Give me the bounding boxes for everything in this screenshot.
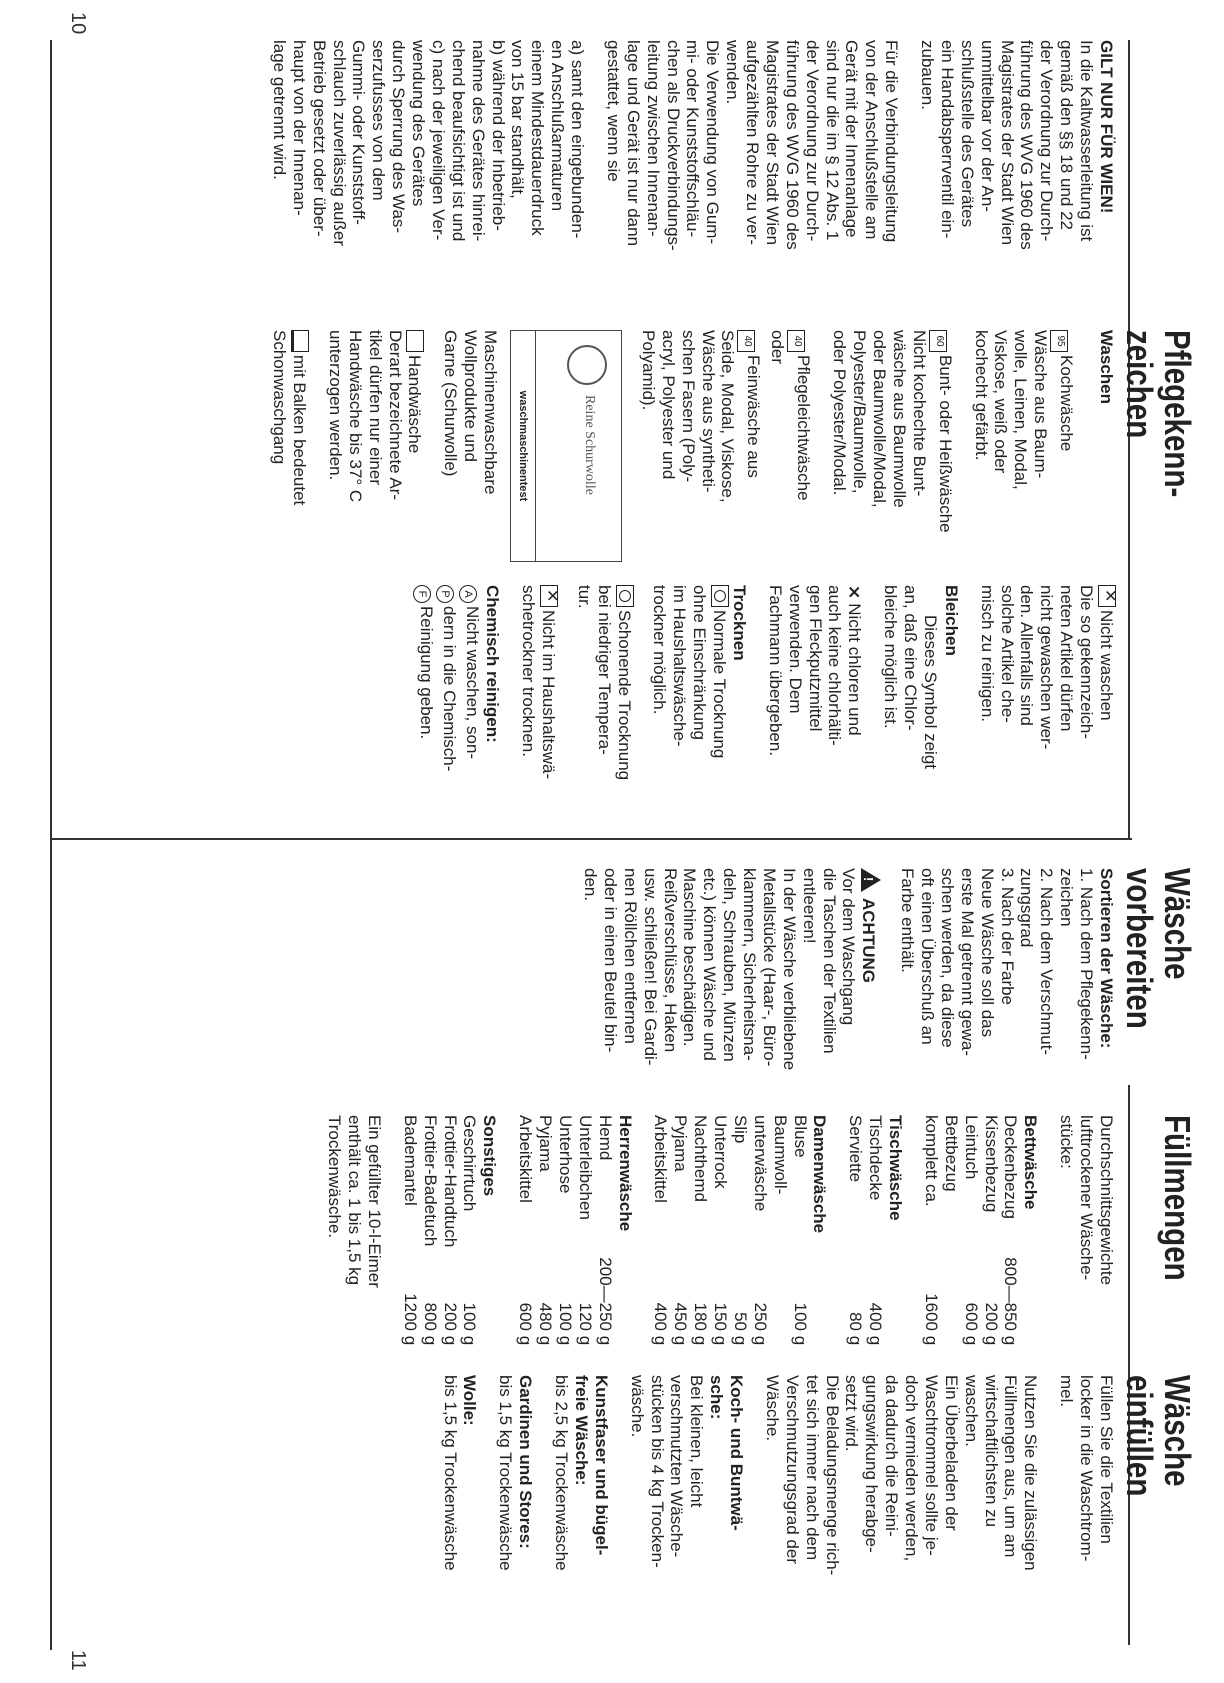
fuellmengen-item: Baumwoll- unterwäsche <box>750 1115 790 1212</box>
bleach-triangle-icon <box>923 585 941 609</box>
koch-text: Bei kleinen, leicht verschmutzten Wäsche- stücken bis 4 kg Trocken- wäsche. <box>627 1375 707 1568</box>
sortieren-list: 1. Nach dem Pflegekenn- zeichen 2. Nach dem Verschmut- zungsgrad 3. Nach der Farbe <box>997 868 1097 1060</box>
dry-gentle-text: Schonende Trocknung bei niedriger Tempera- tur. <box>574 585 634 781</box>
fuellmengen-weight: 400 g <box>651 1302 671 1346</box>
fuellmengen-item: Tischdecke <box>866 1115 886 1201</box>
koch-heading: Koch- und Buntwä- sche: <box>707 1375 747 1531</box>
fuellmengen-footer: Ein gefüllter 10-l-Eimer enthält ca. 1 bis 1,5 kg Trockenwäsche. <box>325 1115 384 1288</box>
wool-text: Maschinenwaschbare Wollprodukte und Garne (Schurwolle) <box>441 330 501 495</box>
wash-95-text: Kochwäsche Wäsche aus Baum- wolle, Leinen, Modal, Viskose, weiß oder kochecht gefärbt. <box>971 330 1077 490</box>
chemisch-heading: Chemisch reinigen: <box>483 585 503 743</box>
kunst-heading: Kunstfaser und bügel- freie Wäsche: <box>572 1375 611 1556</box>
fuellmengen-weight: 200 g <box>981 1302 1001 1346</box>
dryclean-a-text: Nicht waschen, son- <box>463 606 483 760</box>
fuellmengen-row <box>671 1115 691 1345</box>
fuellmengen-row <box>460 1115 480 1345</box>
wien-paragraph-1: In die Kaltwasserleitung ist gemäß den §§ 18 und 22 der Verordnung zur Durch- führung des WVG 1960 des Magistrates der Stadt Wien unmittelbar vor der An- schlußstelle des Gerätes ein Handabsperrventil ein- zubauen. <box>918 40 1097 250</box>
fuellmengen-section-title: Bettwäsche <box>1021 1115 1041 1210</box>
fuellmengen-item: Arbeitskittel <box>516 1115 536 1203</box>
fuellmengen-weight: 100 g <box>790 1302 810 1346</box>
fuellmengen-item: Slip <box>731 1115 750 1144</box>
fuellmengen-section-heading <box>1021 1115 1041 1345</box>
dry-gentle-icon <box>616 585 634 607</box>
title-pflegekennzeichen: Pflegekenn- zeichen <box>1119 330 1198 498</box>
handwash-text: Handwäsche Derart bezeichnete Ar- tikel dürfen nur einer Handwäsche bis 37° C unterzogen werden. <box>326 330 425 503</box>
fuellmengen-section-heading <box>480 1115 516 1345</box>
fuellmengen-row <box>515 1115 535 1345</box>
fuellmengen-item: Unterleibchen <box>575 1115 595 1220</box>
column-einfuellen <box>424 1375 1116 1625</box>
woolmark-icon <box>567 345 607 385</box>
fuellmengen-item: Pyjama <box>536 1115 556 1172</box>
gardinen-text: bis 1,5 kg Trockenwäsche <box>496 1375 516 1571</box>
fuellmengen-row <box>710 1115 730 1345</box>
fuellmengen-row <box>400 1115 420 1345</box>
fuellmengen-weight: 1600 g <box>922 1293 941 1346</box>
fuellmengen-item: Unterhose <box>556 1115 575 1194</box>
top-rule-right <box>1129 1085 1131 1645</box>
column-wien <box>253 40 1116 290</box>
fuellmengen-item: Hemd <box>595 1115 615 1161</box>
fuellmengen-item: Nachthemd <box>691 1115 711 1202</box>
bleichen-heading: Bleichen <box>941 585 961 656</box>
fuellmengen-intro: Durchschnittsgewichte lufttrockener Wäsche- stücke: <box>1057 1115 1116 1286</box>
fuellmengen-row <box>981 1115 1001 1345</box>
no-dry-text: Nicht im Haushaltswä- schetrockner trocknen. <box>519 585 558 780</box>
fuellmengen-section-heading <box>615 1115 651 1345</box>
title-waesche-einfuellen: Wäsche einfüllen <box>1119 1375 1198 1497</box>
fuellmengen-item: Frottier-Handtuch <box>440 1115 460 1248</box>
fuellmengen-item: Pyjama <box>671 1115 691 1172</box>
column-vorbereiten <box>564 868 1116 1108</box>
wolle-text: bis 1,5 kg Trockenwäsche <box>440 1375 460 1571</box>
fuellmengen-weight: 80 g <box>846 1312 866 1346</box>
bottom-rule <box>51 40 53 1650</box>
fuellmengen-weight: 150 g <box>711 1302 731 1346</box>
wool-logo-footer: waschmaschinentest <box>511 331 536 561</box>
fuellmengen-row <box>750 1115 790 1345</box>
fuellmengen-row <box>961 1115 981 1345</box>
fuellmengen-weight: 800 g <box>420 1302 440 1346</box>
fuellmengen-section-title: Sonstiges <box>480 1115 500 1197</box>
dryclean-p-icon: P <box>436 585 454 603</box>
no-bleach-icon: ⨯ <box>845 585 865 600</box>
sortieren-heading: Sortieren der Wäsche: <box>1097 868 1116 1049</box>
wolle-heading: Wolle: <box>460 1375 480 1426</box>
wash-60-icon: 60 <box>929 330 947 352</box>
fuellmengen-row <box>730 1115 750 1345</box>
no-wash-text: Nicht waschen Die so gekennzeich- neten Artikel dürfen nicht gewaschen wer- den. Allenfalls sind solche Artikel che- misch zu reinigen. <box>977 585 1116 750</box>
achtung-heading: ACHTUNG <box>859 898 879 983</box>
warning-icon <box>861 868 881 892</box>
fuellmengen-weight: 480 g <box>536 1302 556 1346</box>
no-dry-icon <box>540 585 558 607</box>
fuellmengen-row <box>846 1115 866 1345</box>
fuellmengen-row <box>690 1115 710 1345</box>
wash-40-easycare-text: Pflegeleichtwäsche oder <box>768 330 814 501</box>
fuellmengen-weight: 600 g <box>516 1302 536 1346</box>
fuellmengen-section-title: Damenwäsche <box>810 1115 830 1234</box>
no-bleach-text: Nicht chloren und auch keine chlorhälti- gen Fleckputzmittel verwenden. Dem Fachmann übergeben. <box>765 585 865 757</box>
trocknen-heading: Trocknen <box>730 585 749 661</box>
fuellmengen-section-title: Tischwäsche <box>886 1115 906 1221</box>
wash-60-text: Bunt- oder Heißwäsche Nicht kochechte Bunt- wäsche aus Baumwolle oder Baumwolle/Modal, Polyester/Baumwolle, oder Polyester/Modal. <box>830 330 955 533</box>
gardinen-heading: Gardinen und Stores: <box>516 1375 536 1549</box>
fuellmengen-weight: 1200 g <box>400 1293 420 1346</box>
wash-bar-text: mit Balken bedeutet Schonwaschgang <box>270 330 310 506</box>
fuellmengen-row <box>921 1115 961 1345</box>
kunst-text: bis 2,5 kg Trockenwäsche <box>552 1375 572 1571</box>
fuellmengen-row <box>865 1115 885 1345</box>
fuellmengen-item: Serviette <box>846 1115 866 1183</box>
dryclean-f-icon: F <box>413 585 431 603</box>
fuellmengen-section-title: Herrenwäsche <box>615 1115 635 1232</box>
center-divider <box>52 838 1132 840</box>
wien-heading: GILT NUR FÜR WIEN! <box>1097 40 1116 214</box>
neue-waesche-text: Neue Wäsche soll das erste Mal getrennt gewa- schen werden, da diese oft einen Überschuß an Farbe enthält. <box>898 868 997 1057</box>
no-wash-icon <box>1098 585 1116 607</box>
fuellmengen-row <box>1001 1115 1021 1345</box>
title-waesche-vorbereiten: Wäsche vorbereiten <box>1119 868 1198 1029</box>
fuellmengen-weight: 800—850 g <box>1001 1257 1021 1346</box>
wash-40-delicate-icon: 40 <box>738 330 756 352</box>
fuellmengen-row <box>555 1115 575 1345</box>
einfuellen-paragraph-1: Füllen Sie die Textilien locker in die Waschtrom- mel. <box>1057 1375 1116 1562</box>
waschen-heading: Waschen <box>1097 330 1116 405</box>
fuellmengen-section-heading <box>885 1115 921 1345</box>
fuellmengen-weight: 50 g <box>731 1312 750 1346</box>
bleach-text: Dieses Symbol zeigt an, daß eine Chlor- bleiche möglich ist. <box>881 585 940 770</box>
dryclean-a-icon: A <box>459 585 477 603</box>
fuellmengen-row <box>535 1115 555 1345</box>
wash-40-easycare-icon: 40 <box>787 330 805 352</box>
wash-95-icon: 95 <box>1050 330 1068 352</box>
wien-paragraph-3: a) samt den eingebunden- en Anschlußarmaturen einem Mindestdauerdruck von 15 bar standhält, b) während der Inbetrieb- nahme des Gerätes hinrei- chend beaufsichtigt ist und c) nach der jeweiligen Ver- wendung des Gerätes durch Sperrung des Was- serzufusses von dem Gummi- oder Kunststoff- schlauch zuverlässig außer Betrieb gesetzt oder über- haupt von der Innenan- lage getrennt wird. <box>270 40 588 246</box>
fuellmengen-row <box>790 1115 810 1345</box>
dryclean-p-text: dern in die Chemisch- <box>440 606 460 772</box>
einfuellen-paragraph-2: Nutzen Sie die zulässigen Füllmengen aus, um am wirtschaftlichsten zu waschen. Ein Überbeladen der Waschtrommel sollte je- doch vermieden werden, da dadurch die Reini- gungswirkung herabge- setzt wird. Die Beladungsmenge rich- tet sich immer nach dem Verschmutzungsgrad der Wäsche. <box>763 1375 1041 1576</box>
fuellmengen-weight: 100 g <box>556 1302 575 1346</box>
fuellmengen-item: Unterrock <box>711 1115 731 1189</box>
fuellmengen-row <box>440 1115 460 1345</box>
fuellmengen-section-heading <box>810 1115 846 1345</box>
wash-bar-icon <box>291 330 309 352</box>
page-number-right: 11 <box>67 1650 89 1671</box>
fuellmengen-row <box>595 1115 615 1345</box>
fuellmengen-item: Geschirrtuch <box>460 1115 480 1212</box>
fuellmengen-weight: 400 g <box>866 1302 886 1346</box>
fuellmengen-weight: 250 g <box>750 1302 770 1346</box>
fuellmengen-item: Bluse <box>790 1115 810 1158</box>
title-fuellmengen: Füllmengen <box>1157 1115 1198 1281</box>
fuellmengen-item: Arbeitskittel <box>651 1115 671 1203</box>
column-fuellmengen <box>308 1115 1116 1355</box>
dry-normal-icon <box>711 585 729 607</box>
fuellmengen-weight: 600 g <box>961 1302 981 1346</box>
fuellmengen-item: Bettbezug komplett ca. <box>922 1115 961 1207</box>
fuellmengen-weight: 200—250 g <box>595 1257 615 1346</box>
dryclean-f-text: Reinigung geben. <box>417 606 437 740</box>
fuellmengen-item: Leintuch <box>961 1115 981 1180</box>
fuellmengen-weight: 200 g <box>440 1302 460 1346</box>
fuellmengen-row <box>575 1115 595 1345</box>
fuellmengen-weight: 450 g <box>671 1302 691 1346</box>
fuellmengen-table <box>400 1115 1040 1345</box>
dry-normal-text: Normale Trocknung ohne Einschränkung im Haushaltswäsche- trockner möglich. <box>650 585 730 759</box>
handwash-icon <box>407 330 425 352</box>
fuellmengen-item: Bademantel <box>400 1115 420 1206</box>
page-number-left: 10 <box>67 12 89 35</box>
fuellmengen-item: Deckenbezug <box>1001 1115 1021 1219</box>
wash-40-delicate-text: Feinwäsche aus Seide, Modal, Viskose, Wäsche aus syntheti- schen Fasern (Poly- acryl, Polyester und Polyamid). <box>639 330 764 503</box>
fuellmengen-item: Frottier-Badetuch <box>420 1115 440 1247</box>
column-pflege-waschen <box>253 330 1116 580</box>
column-pflege-more <box>413 585 1116 835</box>
wien-paragraph-2: Für die Verbindungsleitung von der Anschlußstelle am Gerät mit der Innenanlage sind nur die im § 12 Abs. 1 der Verordnung zur Durch- führung des WVG 1960 des Magistrates der Stadt Wien aufgezählten Rohre zu ver- wenden. Die Verwendung von Gum- mi- oder Kunststoffschläu- chen als Druckverbindungs- leitung zwischen Innenan- lage und Gerät ist nur dann gestattet, wenn sie <box>604 40 902 251</box>
fuellmengen-weight: 100 g <box>460 1302 480 1346</box>
fuellmengen-item: Kissenbezug <box>981 1115 1001 1213</box>
wool-logo <box>510 330 622 562</box>
wool-logo-brand: Reine Schurwolle <box>582 395 598 495</box>
fuellmengen-weight: 180 g <box>691 1302 711 1346</box>
fuellmengen-row <box>651 1115 671 1345</box>
fuellmengen-row <box>420 1115 440 1345</box>
fuellmengen-weight: 120 g <box>575 1302 595 1346</box>
achtung-text: Vor dem Waschgang die Taschen der Textilien entleeren! In der Wäsche verbliebene Metallstücke (Haar-, Büro- klammern, Sicherheitsna- deln, Schrauben, Münzen etc.) können Wäsche und Maschine beschädigen. Reißverschlüsse, Haken usw. schließen! Bei Gardi- nen Röllchen entfernen oder in einen Beutel bin- den. <box>581 868 859 1071</box>
